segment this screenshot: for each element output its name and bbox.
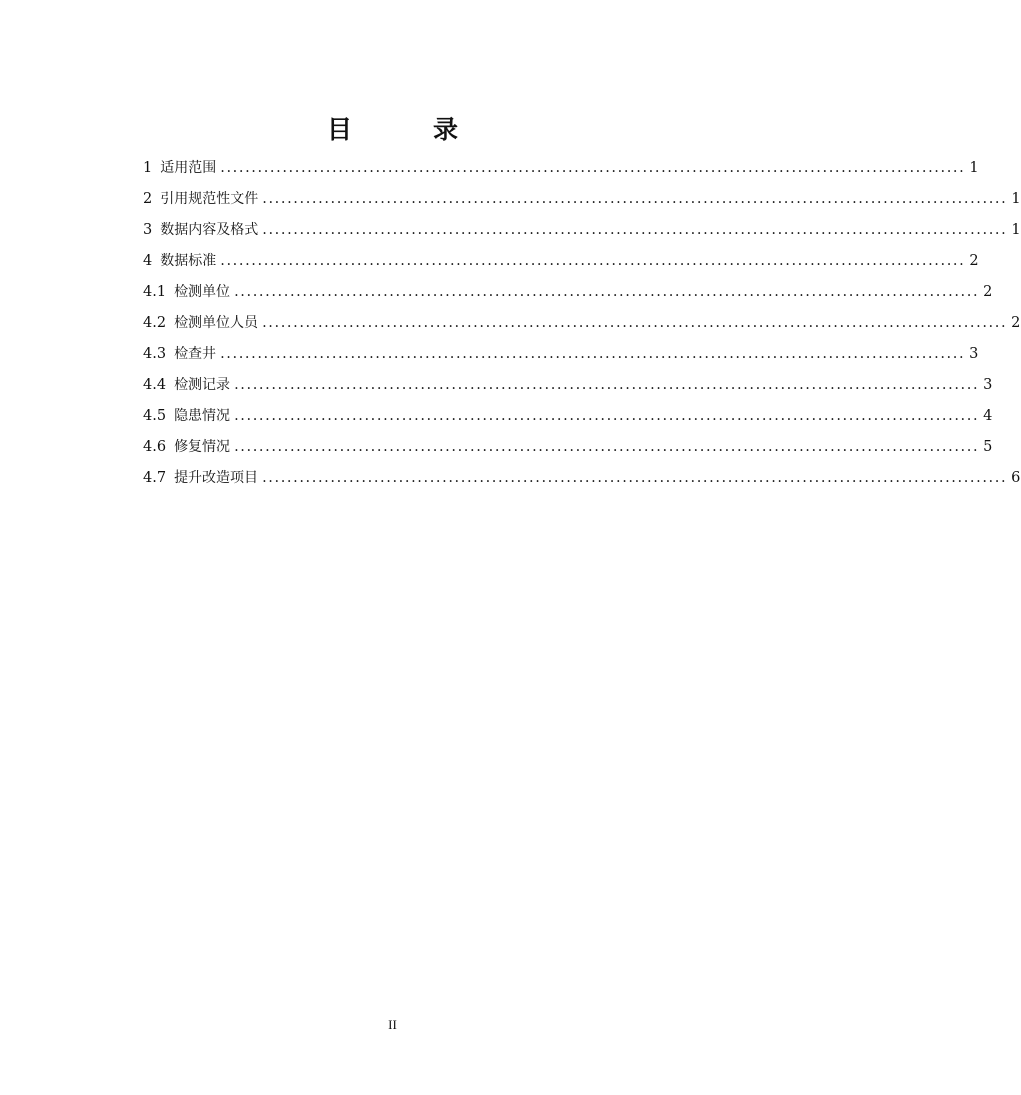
toc-dot-leader: ........................................................................................................................ xyxy=(220,253,966,269)
toc-entry-number: 1 xyxy=(143,160,153,176)
toc-dot-leader: ........................................................................................................................ xyxy=(234,377,980,393)
toc-entry-number: 4.2 xyxy=(143,315,167,331)
toc-entry-title: 数据标准 xyxy=(160,253,217,269)
toc-entry-page: 2 xyxy=(1011,315,1021,331)
toc-dot-leader: ........................................................................................................................ xyxy=(220,346,966,362)
toc-entry[interactable] xyxy=(143,463,1021,494)
toc-entry[interactable] xyxy=(143,432,993,463)
toc-entry-number: 4 xyxy=(143,253,153,269)
toc-entry-page: 1 xyxy=(1011,222,1021,238)
toc-entry[interactable] xyxy=(143,370,993,401)
toc-entry-title: 隐患情况 xyxy=(174,408,231,424)
toc-entry[interactable] xyxy=(143,277,993,308)
toc-entry-number: 4.5 xyxy=(143,408,167,424)
toc-entry[interactable] xyxy=(143,153,979,184)
toc-entry[interactable] xyxy=(143,215,1021,246)
toc-entry-title: 修复情况 xyxy=(174,439,231,455)
toc-entry-number: 4.4 xyxy=(143,377,167,393)
toc-dot-leader: ........................................................................................................................ xyxy=(220,160,966,176)
toc-entry-number: 4.6 xyxy=(143,439,167,455)
toc-entry-page: 1 xyxy=(969,160,979,176)
toc-entry-page: 2 xyxy=(983,284,993,300)
toc-title: 目 录 xyxy=(326,115,486,144)
toc-entry-title: 引用规范性文件 xyxy=(160,191,259,207)
toc-entry-page: 3 xyxy=(983,377,993,393)
toc-entry-title: 适用范围 xyxy=(160,160,217,176)
toc-dot-leader: ........................................................................................................................ xyxy=(234,408,980,424)
toc-entry-page: 3 xyxy=(969,346,979,362)
toc-dot-leader: ........................................................................................................................ xyxy=(234,439,980,455)
toc-entry-page: 4 xyxy=(983,408,993,424)
toc-entry-number: 4.7 xyxy=(143,470,167,486)
table-of-contents xyxy=(143,153,1021,494)
toc-entry-title: 数据内容及格式 xyxy=(160,222,259,238)
toc-entry-title: 检测记录 xyxy=(174,377,231,393)
toc-entry-number: 3 xyxy=(143,222,153,238)
toc-entry[interactable] xyxy=(143,246,979,277)
toc-entry[interactable] xyxy=(143,184,1021,215)
toc-entry-number: 4.1 xyxy=(143,284,167,300)
toc-entry[interactable] xyxy=(143,401,993,432)
toc-dot-leader: ........................................................................................................................ xyxy=(234,284,980,300)
toc-dot-leader: ........................................................................................................................ xyxy=(262,191,1008,207)
toc-entry-page: 1 xyxy=(1011,191,1021,207)
toc-entry-title: 提升改造项目 xyxy=(174,470,259,486)
toc-entry-page: 2 xyxy=(969,253,979,269)
toc-entry-number: 4.3 xyxy=(143,346,167,362)
toc-entry[interactable] xyxy=(143,308,1021,339)
toc-entry-title: 检测单位人员 xyxy=(174,315,259,331)
toc-dot-leader: ........................................................................................................................ xyxy=(262,470,1008,486)
toc-entry-title: 检查井 xyxy=(174,346,217,362)
toc-entry-page: 5 xyxy=(983,439,993,455)
footer-page-number: II xyxy=(388,1017,397,1032)
toc-entry[interactable] xyxy=(143,339,979,370)
toc-entry-title: 检测单位 xyxy=(174,284,231,300)
toc-dot-leader: ........................................................................................................................ xyxy=(262,315,1008,331)
toc-entry-page: 6 xyxy=(1011,470,1021,486)
toc-entry-number: 2 xyxy=(143,191,153,207)
toc-dot-leader: ........................................................................................................................ xyxy=(262,222,1008,238)
